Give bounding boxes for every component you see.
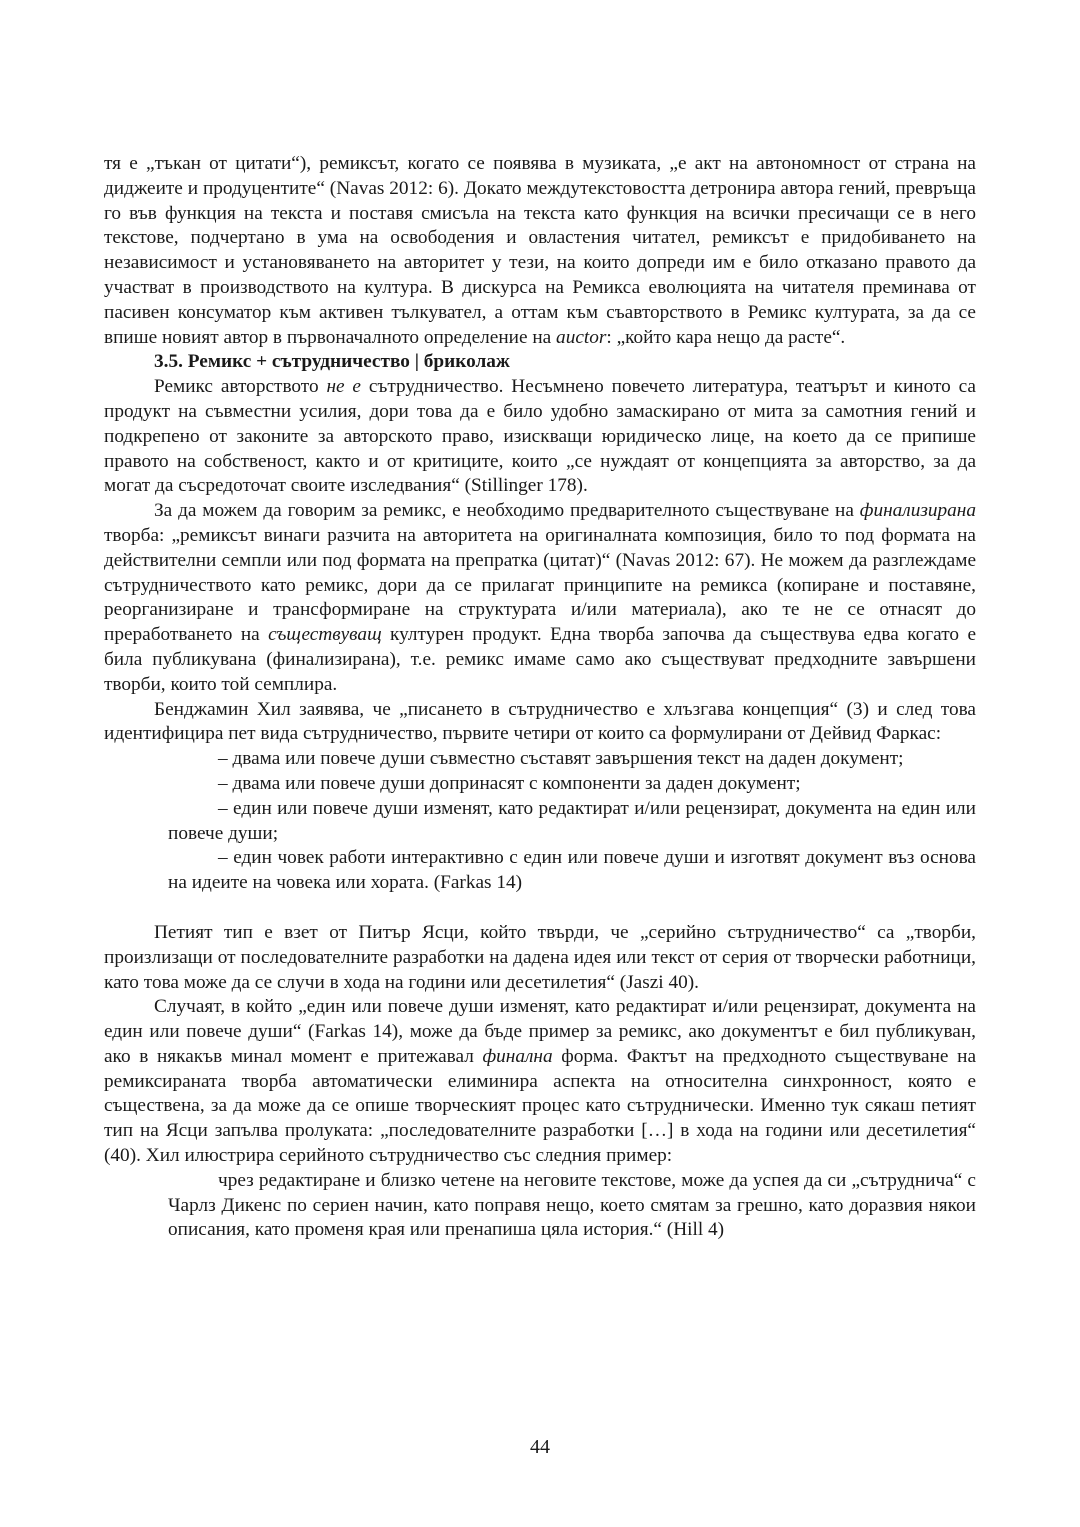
section-heading: 3.5. Ремикс + сътрудничество | бриколаж [154,351,510,373]
text: тя е „тъкан от цитати“), ремиксът, когато се появява в музиката, „е акт на автономност от страна на диджеите и продуцентите“ (Navas 2012: 6). Докато междутекстовостта детронира автора гений, превръща го във функция на текста и поставя смисъла на текста като функция на всички пресичащи се в него текстове, подчертано в ума на освободения и овластения читател, ремиксът е придобиването на независимост и установяването на авторитет у тези, на които допреди им е било отказано правото да участват в производството на култура. В дискурса на Ремикса еволюцията на читателя преминава от пасивен консуматор към активен тълкувател, а оттам към съавторството в Ремикс културата, за да се впише новият автор в първоначалното определение на [104,153,976,348]
paragraph-1 [104,152,976,350]
list-item: – един или повече души изменят, като редактират и/или рецензират, документа на един или повече души; [168,797,976,844]
italic-term: съществуващ [268,624,382,646]
text: За да можем да говорим за ремикс, е необходимо предварителното съществуване на [154,500,860,522]
list-item: – двама или повече души съвместно съставят завършения текст на даден документ; [218,748,904,770]
text: културен продукт. Една творба започва да съществува едва когато е била публикувана (финализирана), т.е. ремикс имаме само ако съществуват предходните завършени творби, които той семплира. [104,624,977,695]
text: Случаят, в който „един или повече души изменят, като редактират и/или рецензират, документа на един или повече души“ (Farkas 14), може да бъде пример за ремикс, ако документът е бил публикуван, ако в някакъв минал момент е притежавал [104,996,976,1067]
italic-term: финализирана [859,500,976,522]
text: Ремикс авторството [154,376,327,398]
text: творба: „ремиксът винаги разчита на авторитета на оригиналната композиция, било то под формата на действителни семпли или под формата на препратка (цитат)“ (Navas 2012: 67). Не можем да разглеждаме сътрудничеството като ремикс, дори да се прилагат принципите на ремикса (копиране и поставяне, реорганизиране и трансформиране на структурата и/или материала), ако те не се отнасят до преработването на [104,524,976,646]
collaboration-types-list [168,747,976,896]
page-number: 44 [530,1436,550,1458]
paragraph-6 [104,995,976,1169]
text: сътрудничество. Несъмнено повечето литература, театърът и киното са продукт на съвместни усилия, дори това да е било удобно замаскирано от мита за самотния гений и подкрепено от законите за авторското право, изискващи юридическо лице, на което да се припише правото на собственост, както и от критиците, които „се нуждаят от концепцията за авторство, за да могат да съсредоточат своите изследвания“ (Stillinger 178). [104,376,976,497]
page-body [104,152,976,1243]
paragraph-5: Петият тип е взет от Питър Ясци, който твърди, че „серийно сътрудничество“ са „творби, произлизащи от последователните разработки на дадена идея или текст от серия от творчески работници, като това може да се случи в хода на години или десетилетия“ (Jaszi 40). [104,921,976,993]
italic-term: финална [482,1045,553,1067]
paragraph-4: Бенджамин Хил заявява, че „писането в сътрудничество е хлъзгава концепция“ (3) и след това идентифицира пет вида сътрудничество, първите четири от които са формулирани от Дейвид Фаркас: [104,698,976,745]
italic-term: auctor [556,326,607,348]
spacer [104,896,976,921]
paragraph-2 [104,375,976,499]
paragraph-3 [104,499,976,697]
text: : „който кара нещо да расте“. [606,326,846,348]
italic-term: не е [326,376,361,398]
block-quote: чрез редактиране и близко четене на неговите текстове, може да успея да си „сътруднича“ с Чарлз Дикенс по сериен начин, като поправя нещо, което смятам за грешно, като доразвия някои описания, като променя края или пренапиша цяла история.“ (Hill 4) [168,1169,976,1241]
list-item: – един човек работи интерактивно с един или повече души и изготвят документ въз основа на идеите на човека или хората. (Farkas 14) [168,847,976,894]
text: форма. Фактът на предходното съществуване на ремиксираната творба автоматически елиминира аспекта на относителна синхронност, която е съществена, за да може да се опише творческият процес като сътруднически. Именно тук сякаш петият тип на Ясци запълва пролуката: „последователните разработки […] в хода на години или десетилетия“ (40). Хил илюстрира серийното сътрудничество със следния пример: [104,1045,976,1167]
list-item: – двама или повече души допринасят с компоненти за даден документ; [218,772,801,794]
